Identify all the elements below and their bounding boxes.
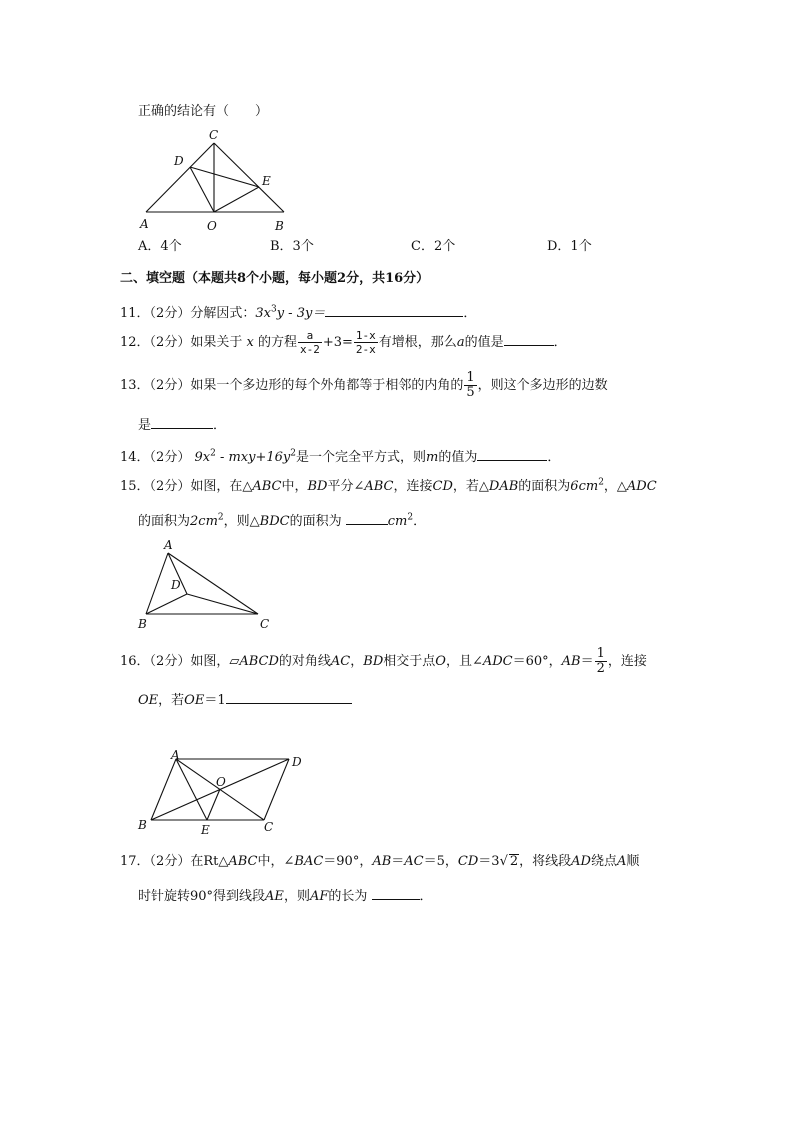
- q10-option-d: D．1个: [547, 239, 592, 254]
- q15-label-b: B: [138, 617, 147, 631]
- question-17-line-2: 时针旋转90°得到线段AE，则AF的长为 ．: [138, 885, 433, 906]
- question-13-line-2: 是 ．: [138, 414, 226, 435]
- q16-label-d: D: [292, 755, 302, 769]
- q10-label-b: B: [275, 219, 284, 233]
- q16-label-a: A: [171, 748, 180, 762]
- q16-label-b: B: [138, 818, 147, 832]
- question-11: 11．（2分）分解因式：$3x^3y - 3y=$ ．: [120, 302, 476, 323]
- q10-option-b: B．3个: [270, 239, 314, 254]
- q16-fraction: $\frac{1}{2}$: [596, 646, 605, 676]
- q16-answer-blank[interactable]: [226, 689, 352, 704]
- question-14: 14．（2分） $9x^2 - mxy+16y^2$是一个完全平方式，则m的值为 ．: [120, 446, 560, 467]
- q16-label-c: C: [264, 820, 274, 834]
- q10-label-o: O: [207, 219, 217, 233]
- q11-answer-blank[interactable]: [325, 302, 463, 317]
- q10-prompt: 正确的结论有（ ）: [138, 104, 269, 119]
- question-13-line-1: 13．（2分）如果一个多边形的每个外角都等于相邻的内角的 $\frac{1}{5}$ ，则这个多边形的边数: [120, 370, 608, 400]
- question-15-line-1: 15．（2分）如图，在△ABC中，BD平分∠ABC，连接CD，若△DAB的面积为$6cm^2$，△ADC: [120, 477, 657, 494]
- question-12: 12．（2分）如果关于 x 的方程 $\frac{a}{x-2}$ +3= $\frac{1-x}{2-x}$ 有增根，那么a的值是 ．: [120, 329, 567, 356]
- q10-label-c: C: [209, 128, 219, 142]
- q15-label-d: D: [171, 578, 181, 592]
- section-heading-fill-in: 二、填空题（本题共8个小题，每小题2分，共16分）: [120, 271, 430, 286]
- q13-fraction: $\frac{1}{5}$: [466, 370, 475, 400]
- question-15-line-2: 的面积为$2cm^2$，则△BDC的面积为 $cm^2$．: [138, 510, 426, 531]
- q16-label-o: O: [216, 775, 226, 789]
- sqrt-sign-icon: √: [499, 854, 508, 869]
- q10-option-a: A．4个: [138, 239, 182, 254]
- q12-answer-blank[interactable]: [504, 331, 554, 346]
- q15-answer-blank[interactable]: [346, 510, 388, 525]
- q15-label-c: C: [260, 617, 270, 631]
- q14-answer-blank[interactable]: [477, 446, 547, 461]
- q13-answer-blank[interactable]: [151, 414, 213, 429]
- q10-label-d: D: [174, 154, 184, 168]
- question-17-line-1: 17．（2分）在Rt△ABC中，∠BAC＝90°，AB＝AC＝5，CD＝3√ 2，将线段AD绕点A顺: [120, 854, 640, 869]
- q12-fraction-1: $\frac{a}{x-2}$: [299, 329, 320, 356]
- q17-answer-blank[interactable]: [372, 885, 420, 900]
- q10-label-e: E: [262, 174, 271, 188]
- q10-option-c: C．2个: [411, 239, 456, 254]
- question-16-line-2: OE，若OE＝1: [138, 689, 352, 710]
- q16-label-e: E: [201, 823, 210, 837]
- q12-fraction-2: $\frac{1-x}{2-x}$: [355, 329, 376, 356]
- question-16-line-1: 16．（2分）如图，▱ABCD的对角线AC，BD相交于点O，且∠ADC＝60°，AB＝ $\frac{1}{2}$ ，连接: [120, 646, 647, 676]
- q10-label-a: A: [140, 217, 149, 231]
- q15-label-a: A: [164, 538, 173, 552]
